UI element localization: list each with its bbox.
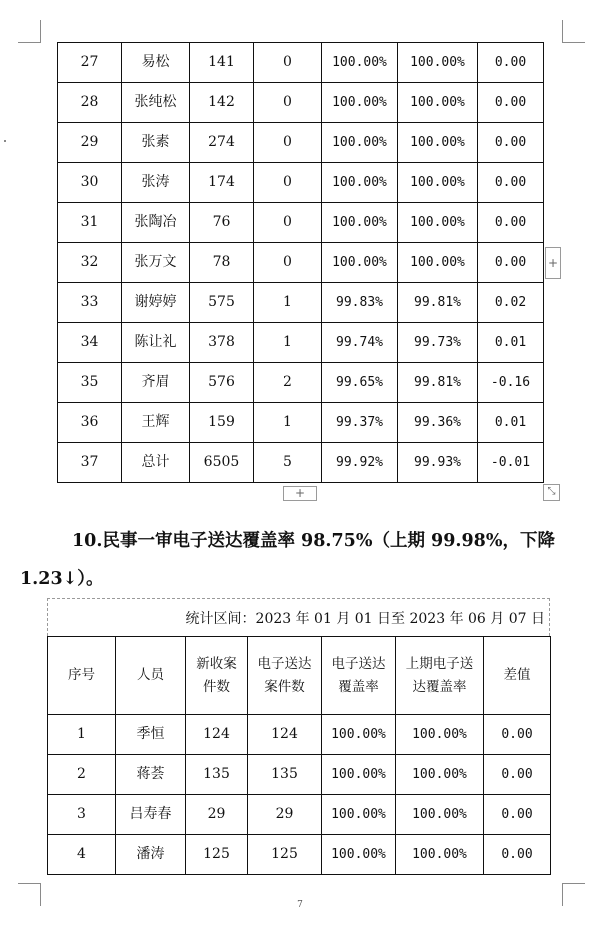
table-cell: 0.00 xyxy=(484,755,551,795)
table-cell: 141 xyxy=(190,43,254,83)
table-cell: 99.37% xyxy=(322,403,398,443)
table-cell: 0 xyxy=(254,123,322,163)
table-cell: 2 xyxy=(254,363,322,403)
column-header: 新收案 件数 xyxy=(186,637,248,715)
table-row xyxy=(48,795,551,835)
table-cell: 100.00% xyxy=(396,835,484,875)
table-resize-handle[interactable]: ⤡ xyxy=(543,484,560,501)
table-cell: 99.93% xyxy=(398,443,478,483)
table-cell: -0.16 xyxy=(478,363,544,403)
table-cell: 易松 xyxy=(122,43,190,83)
table-cell: 总计 xyxy=(122,443,190,483)
table-cell: 99.81% xyxy=(398,363,478,403)
table-row xyxy=(58,203,544,243)
table-cell: 100.00% xyxy=(322,203,398,243)
table-cell: 142 xyxy=(190,83,254,123)
table-cell: 125 xyxy=(248,835,322,875)
column-header: 差值 xyxy=(484,637,551,715)
table-cell: 0 xyxy=(254,163,322,203)
table-cell: 6505 xyxy=(190,443,254,483)
table-cell: -0.01 xyxy=(478,443,544,483)
table-cell: 99.83% xyxy=(322,283,398,323)
table-row xyxy=(58,403,544,443)
table-cell: 0.00 xyxy=(478,243,544,283)
table-row xyxy=(48,715,551,755)
table-cell: 0.00 xyxy=(478,123,544,163)
table-cell: 0 xyxy=(254,203,322,243)
table-cell: 张陶冶 xyxy=(122,203,190,243)
table-cell: 100.00% xyxy=(322,755,396,795)
table-cell: 100.00% xyxy=(322,243,398,283)
table-cell: 100.00% xyxy=(396,715,484,755)
column-header: 序号 xyxy=(48,637,116,715)
table-cell: 100.00% xyxy=(322,43,398,83)
table-cell: 99.74% xyxy=(322,323,398,363)
table-cell: 1 xyxy=(254,323,322,363)
table-cell: 张纯松 xyxy=(122,83,190,123)
table-cell: 33 xyxy=(58,283,122,323)
table-cell: 99.36% xyxy=(398,403,478,443)
table-cell: 100.00% xyxy=(396,755,484,795)
table-cell: 0.00 xyxy=(484,795,551,835)
table-cell: 124 xyxy=(248,715,322,755)
table-cell: 1 xyxy=(254,403,322,443)
table-cell: 76 xyxy=(190,203,254,243)
table-cell: 99.73% xyxy=(398,323,478,363)
margin-tick xyxy=(4,140,6,142)
table-cell: 0.00 xyxy=(484,715,551,755)
table-cell: 135 xyxy=(186,755,248,795)
crop-mark-top-left xyxy=(18,20,41,43)
table-cell: 潘涛 xyxy=(116,835,186,875)
table-row xyxy=(58,283,544,323)
table-cell: 0.02 xyxy=(478,283,544,323)
table-cell: 3 xyxy=(48,795,116,835)
table-cell: 2 xyxy=(48,755,116,795)
table-cell: 100.00% xyxy=(396,795,484,835)
table-cell: 575 xyxy=(190,283,254,323)
table-row xyxy=(58,443,544,483)
table-cell: 齐眉 xyxy=(122,363,190,403)
table-cell: 1 xyxy=(254,283,322,323)
table-row xyxy=(58,363,544,403)
table-cell: 张万文 xyxy=(122,243,190,283)
coverage-table-continued xyxy=(57,42,544,483)
column-header: 人员 xyxy=(116,637,186,715)
column-header: 电子送达 覆盖率 xyxy=(322,637,396,715)
table-cell: 34 xyxy=(58,323,122,363)
table-cell: 30 xyxy=(58,163,122,203)
table-cell: 100.00% xyxy=(398,43,478,83)
civil-first-instance-coverage-table xyxy=(47,636,551,875)
table-cell: 100.00% xyxy=(322,715,396,755)
table-cell: 100.00% xyxy=(322,83,398,123)
table-cell: 29 xyxy=(186,795,248,835)
table-cell: 100.00% xyxy=(398,123,478,163)
table-header-row xyxy=(48,637,551,715)
table-row xyxy=(58,83,544,123)
table-row xyxy=(58,323,544,363)
table-cell: 135 xyxy=(248,755,322,795)
table-cell: 78 xyxy=(190,243,254,283)
statistics-range-label: 统计区间：2023 年 01 月 01 日至 2023 年 06 月 07 日 xyxy=(185,611,545,627)
table-cell: 4 xyxy=(48,835,116,875)
table-cell: 100.00% xyxy=(322,123,398,163)
table-cell: 谢婷婷 xyxy=(122,283,190,323)
table-cell: 36 xyxy=(58,403,122,443)
table-cell: 100.00% xyxy=(322,163,398,203)
table-cell: 174 xyxy=(190,163,254,203)
table-cell: 100.00% xyxy=(398,203,478,243)
table-cell: 0 xyxy=(254,43,322,83)
table-cell: 100.00% xyxy=(398,243,478,283)
add-row-button[interactable]: + xyxy=(283,486,317,501)
table-cell: 29 xyxy=(58,123,122,163)
table-cell: 0 xyxy=(254,83,322,123)
table-cell: 0.01 xyxy=(478,403,544,443)
table-cell: 32 xyxy=(58,243,122,283)
column-header: 上期电子送 达覆盖率 xyxy=(396,637,484,715)
table-cell: 29 xyxy=(248,795,322,835)
table-cell: 378 xyxy=(190,323,254,363)
section-heading-line1: 10.民事一审电子送达覆盖率 98.75%（上期 99.98%，下降 xyxy=(72,531,555,551)
table-row xyxy=(48,755,551,795)
table-cell: 陈让礼 xyxy=(122,323,190,363)
table-cell: 124 xyxy=(186,715,248,755)
table-cell: 季恒 xyxy=(116,715,186,755)
table-cell: 张涛 xyxy=(122,163,190,203)
table-cell: 35 xyxy=(58,363,122,403)
section-heading-line2: 1.23↓）。 xyxy=(20,569,104,589)
table-cell: 28 xyxy=(58,83,122,123)
table-cell: 0.00 xyxy=(478,163,544,203)
table-cell: 27 xyxy=(58,43,122,83)
table-cell: 159 xyxy=(190,403,254,443)
table-cell: 吕寿春 xyxy=(116,795,186,835)
table-row xyxy=(58,43,544,83)
table-cell: 100.00% xyxy=(398,163,478,203)
table-cell: 99.65% xyxy=(322,363,398,403)
table-cell: 0.00 xyxy=(478,203,544,243)
table-cell: 0.01 xyxy=(478,323,544,363)
table-cell: 0.00 xyxy=(478,43,544,83)
table-cell: 125 xyxy=(186,835,248,875)
statistics-range-box xyxy=(47,598,550,636)
table-cell: 576 xyxy=(190,363,254,403)
table-cell: 31 xyxy=(58,203,122,243)
table-cell: 274 xyxy=(190,123,254,163)
table-cell: 0.00 xyxy=(478,83,544,123)
table-cell: 王辉 xyxy=(122,403,190,443)
table-row xyxy=(58,243,544,283)
table-cell: 99.81% xyxy=(398,283,478,323)
table-cell: 99.92% xyxy=(322,443,398,483)
table-cell: 37 xyxy=(58,443,122,483)
table-cell: 1 xyxy=(48,715,116,755)
page-number: 7 xyxy=(297,900,303,910)
column-header: 电子送达 案件数 xyxy=(248,637,322,715)
table-cell: 0 xyxy=(254,243,322,283)
table-cell: 100.00% xyxy=(322,795,396,835)
table-cell: 张素 xyxy=(122,123,190,163)
add-column-button[interactable]: + xyxy=(545,247,561,279)
crop-mark-top-right xyxy=(562,20,585,43)
table-cell: 100.00% xyxy=(398,83,478,123)
table-row xyxy=(58,163,544,203)
table-row xyxy=(58,123,544,163)
table-cell: 100.00% xyxy=(322,835,396,875)
table-cell: 5 xyxy=(254,443,322,483)
table-cell: 0.00 xyxy=(484,835,551,875)
table-cell: 蒋荟 xyxy=(116,755,186,795)
table-row xyxy=(48,835,551,875)
